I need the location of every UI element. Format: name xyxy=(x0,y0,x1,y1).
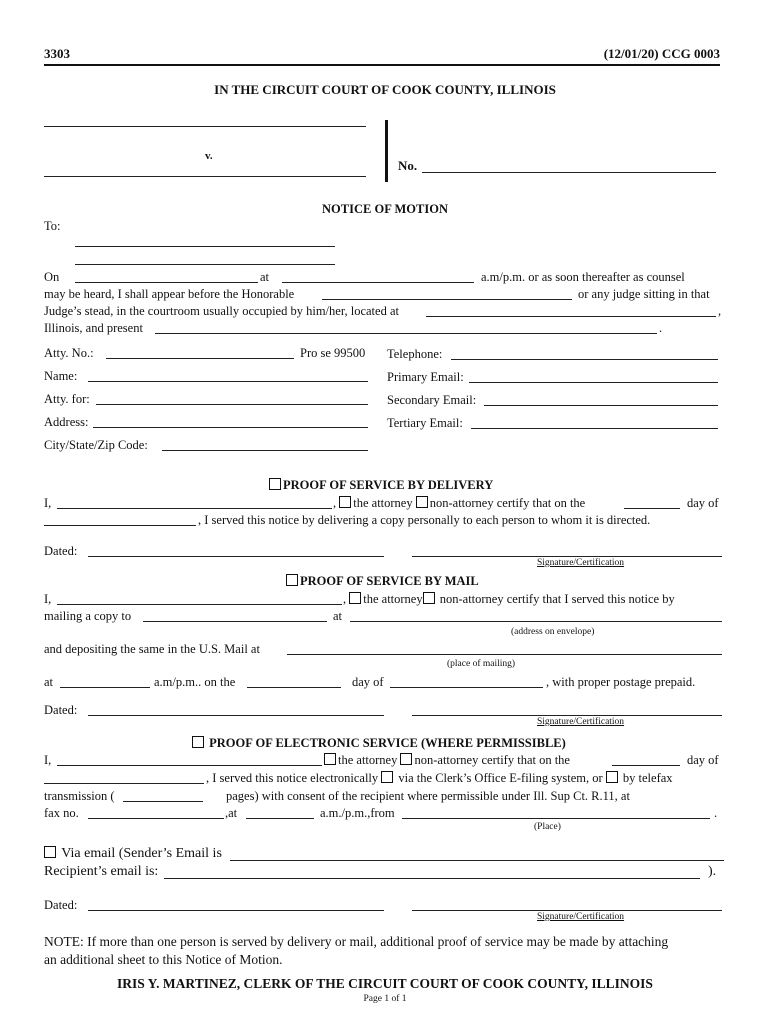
present-text: Illinois, and present xyxy=(44,321,143,335)
recipient-label: Recipient’s email is: xyxy=(44,864,159,879)
mail-month-line[interactable] xyxy=(390,687,543,688)
mail-day-of: day of xyxy=(352,675,384,689)
heard-text: may be heard, I shall appear before the Honorable xyxy=(44,287,295,301)
via-email-option: Via email (Sender’s Email is xyxy=(44,846,222,862)
delivery-day-line[interactable] xyxy=(624,508,680,509)
electronic-month-line[interactable] xyxy=(44,783,204,784)
atty-no-label: Atty. No.: xyxy=(44,346,94,360)
delivery-non-attorney-checkbox[interactable] xyxy=(416,496,428,508)
delivery-dated-label: Dated: xyxy=(44,544,78,558)
fax-time-line[interactable] xyxy=(246,818,314,819)
depositing-label: and depositing the same in the U.S. Mail at xyxy=(44,642,260,656)
electronic-day-line[interactable] xyxy=(612,765,680,766)
delivery-signature-line[interactable] xyxy=(412,556,722,557)
mailing-place-line[interactable] xyxy=(287,654,722,655)
delivery-signature-caption: Signature/Certification xyxy=(537,558,625,568)
period: . xyxy=(659,321,663,335)
mail-time-line[interactable] xyxy=(60,687,150,688)
name-line[interactable] xyxy=(88,381,368,382)
telephone-line[interactable] xyxy=(451,359,718,360)
electronic-attorney-checkbox[interactable] xyxy=(324,753,336,765)
via-email-checkbox[interactable] xyxy=(44,846,56,858)
pages-text: pages) with consent of the recipient where permissible under Ill. Sup Ct. R.11, at xyxy=(226,789,630,803)
delivery-attorney-checkbox[interactable] xyxy=(339,496,351,508)
mail-checkbox[interactable] xyxy=(286,574,298,586)
honorable-line[interactable] xyxy=(322,299,572,300)
address-line[interactable] xyxy=(93,427,368,428)
telephone-label: Telephone: xyxy=(387,347,443,361)
pages-line[interactable] xyxy=(123,801,203,802)
address-caption: (address on envelope) xyxy=(511,627,595,637)
electronic-i-label: I, xyxy=(44,753,52,767)
fax-place-caption: (Place) xyxy=(534,822,561,832)
delivery-day-of: day of xyxy=(687,496,719,510)
clerk-title: IRIS Y. MARTINEZ, CLERK OF THE CIRCUIT COURT OF COOK COUNTY, ILLINOIS xyxy=(117,976,653,991)
to-line-1[interactable] xyxy=(75,246,335,247)
primary-email-label: Primary Email: xyxy=(387,370,464,384)
electronic-name-line[interactable] xyxy=(57,765,322,766)
mailing-at-label: at xyxy=(333,609,343,623)
page-number: Page 1 of 1 xyxy=(363,994,407,1004)
delivery-attorney-option: , the attorney non-attorney certify that on the xyxy=(333,496,586,510)
electronic-title: PROOF OF ELECTRONIC SERVICE (WHERE PERMISSIBLE) xyxy=(192,736,566,751)
fax-at-label: ,at xyxy=(225,806,238,820)
electronic-served-text: , I served this notice electronically via the Clerk’s Office E-filing system, or by telefax xyxy=(206,771,673,785)
fax-from-line[interactable] xyxy=(402,818,710,819)
mail-title: PROOF OF SERVICE BY MAIL xyxy=(286,574,479,589)
delivery-dated-line[interactable] xyxy=(88,556,384,557)
header-rule xyxy=(44,64,720,66)
caption-divider xyxy=(385,120,388,182)
mail-i-label: I, xyxy=(44,592,52,606)
case-no-line[interactable] xyxy=(422,172,716,173)
fax-no-line[interactable] xyxy=(88,818,224,819)
electronic-dated-label: Dated: xyxy=(44,898,78,912)
electronic-non-attorney-checkbox[interactable] xyxy=(400,753,412,765)
on-label: On xyxy=(44,270,60,284)
electronic-dated-line[interactable] xyxy=(88,910,384,911)
place-caption: (place of mailing) xyxy=(447,659,516,669)
recipient-end: ). xyxy=(708,864,717,879)
efiling-checkbox[interactable] xyxy=(381,771,393,783)
form-number: 3303 xyxy=(44,46,70,61)
postage-text: , with proper postage prepaid. xyxy=(546,675,696,689)
form-code: (12/01/20) CCG 0003 xyxy=(603,46,720,61)
location-line[interactable] xyxy=(426,316,716,317)
electronic-signature-line[interactable] xyxy=(412,910,722,911)
city-line[interactable] xyxy=(162,450,368,451)
plaintiff-line[interactable] xyxy=(44,126,366,127)
court-title: IN THE CIRCUIT COURT OF COOK COUNTY, ILLINOIS xyxy=(214,82,556,97)
delivery-served-text: , I served this notice by delivering a copy personally to each person to whom it is directed. xyxy=(198,513,651,527)
mail-attorney-option: , the attorney non-attorney certify that I served this notice by xyxy=(343,592,675,606)
electronic-checkbox[interactable] xyxy=(192,736,204,748)
electronic-day-of: day of xyxy=(687,753,719,767)
mailing-address-line[interactable] xyxy=(350,621,722,622)
mail-signature-line[interactable] xyxy=(412,715,722,716)
telefax-checkbox[interactable] xyxy=(606,771,618,783)
transmission-label: transmission ( xyxy=(44,789,115,803)
delivery-name-line[interactable] xyxy=(57,508,332,509)
note-text-2: an additional sheet to this Notice of Motion. xyxy=(44,952,283,967)
tertiary-email-line[interactable] xyxy=(471,428,718,429)
delivery-i-label: I, xyxy=(44,496,52,510)
defendant-line[interactable] xyxy=(44,176,366,177)
city-label: City/State/Zip Code: xyxy=(44,438,148,452)
electronic-attorney-option: the attorney non-attorney certify that on the xyxy=(324,753,570,768)
time-line[interactable] xyxy=(282,282,474,283)
mailing-label: mailing a copy to xyxy=(44,609,132,623)
atty-no-line[interactable] xyxy=(106,358,294,359)
to-line-2[interactable] xyxy=(75,264,335,265)
any-judge-text: or any judge sitting in that xyxy=(578,287,710,301)
atty-for-label: Atty. for: xyxy=(44,392,90,406)
mail-dated-label: Dated: xyxy=(44,703,78,717)
on-date-line[interactable] xyxy=(75,282,258,283)
tertiary-email-label: Tertiary Email: xyxy=(387,416,463,430)
fax-ampm-from: a.m./p.m.,from xyxy=(320,806,395,820)
mail-at-label: at xyxy=(44,675,54,689)
fax-end-period: . xyxy=(714,806,718,820)
mail-name-line[interactable] xyxy=(57,604,342,605)
primary-email-line[interactable] xyxy=(469,382,718,383)
sender-email-line[interactable] xyxy=(230,860,724,861)
pro-se-label: Pro se 99500 xyxy=(300,346,366,360)
present-line[interactable] xyxy=(155,333,657,334)
delivery-month-line[interactable] xyxy=(44,525,196,526)
atty-for-line[interactable] xyxy=(96,404,368,405)
secondary-email-line[interactable] xyxy=(484,405,718,406)
versus-label: v. xyxy=(205,150,213,162)
note-text: NOTE: If more than one person is served by delivery or mail, additional proof of service may be made by attaching xyxy=(44,934,669,949)
address-label: Address: xyxy=(44,415,89,429)
to-label: To: xyxy=(44,219,61,233)
secondary-email-label: Secondary Email: xyxy=(387,393,477,407)
name-label: Name: xyxy=(44,369,78,383)
mail-signature-caption: Signature/Certification xyxy=(537,717,625,727)
notice-title: NOTICE OF MOTION xyxy=(322,202,448,216)
mail-day-line[interactable] xyxy=(247,687,341,688)
delivery-checkbox[interactable] xyxy=(269,478,281,490)
comma: , xyxy=(718,304,722,318)
electronic-signature-caption: Signature/Certification xyxy=(537,912,625,922)
stead-text: Judge’s stead, in the courtroom usually occupied by him/her, located at xyxy=(44,304,399,318)
mail-non-attorney-checkbox[interactable] xyxy=(423,592,435,604)
delivery-title: PROOF OF SERVICE BY DELIVERY xyxy=(269,478,493,493)
mail-ampm-label: a.m/p.m.. on the xyxy=(154,675,236,689)
at-label: at xyxy=(260,270,270,284)
mail-attorney-checkbox[interactable] xyxy=(349,592,361,604)
fax-label: fax no. xyxy=(44,806,79,820)
mailing-to-line[interactable] xyxy=(143,621,327,622)
case-no-label: No. xyxy=(398,158,418,173)
time-text: a.m/p.m. or as soon thereafter as counsel xyxy=(481,270,685,284)
recipient-email-line[interactable] xyxy=(164,878,700,879)
mail-dated-line[interactable] xyxy=(88,715,384,716)
